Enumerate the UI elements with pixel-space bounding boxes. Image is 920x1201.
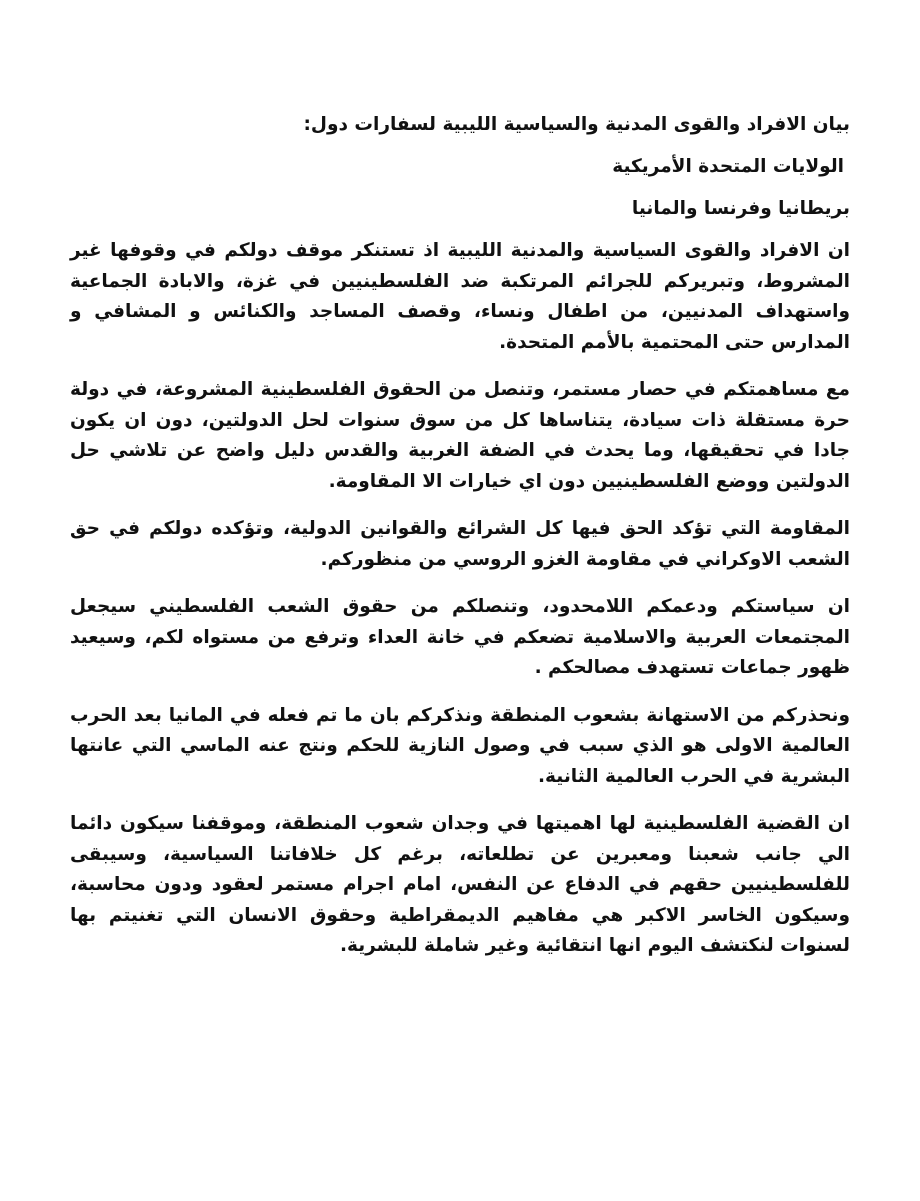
paragraph-resistance: المقاومة التي تؤكد الحق فيها كل الشرائع والقوانين الدولية، وتؤكده دولكم في حق الشعب الاوكراني في مقاومة الغزو الروسي من منظوركم. xyxy=(70,518,850,570)
paragraph-palestinian-cause: ان القضية الفلسطينية لها اهميتها في وجدان شعوب المنطقة، وموقفنا سيكون دائما الي جانب شعبنا ومعبرين عن تطلعاته، برغم كل خلافاتنا السياسية، وسيبقى للفلسطينيين حقهم في الدفاع عن النفس، امام اجرام مستمر لعقود ودون محاسبة، وسيكون الخاسر الاكبر هي مفاهيم الديمقراطية وحقوق الانسان التي تغنيتم بها لسنوات لنكتشف اليوم انها انتقائية وغير شاملة للبشرية. xyxy=(70,813,850,956)
document-title: بيان الافراد والقوى المدنية والسياسية الليبية لسفارات دول: xyxy=(303,114,850,135)
paragraph-siege: مع مساهمتكم في حصار مستمر، وتنصل من الحقوق الفلسطينية المشروعة، في دولة حرة مستقلة ذات سيادة، يتناساها كل من سوق سنوات لحل الدولتين، دون ان يكون جادا في تحقيقها، وما يحدث في الضفة الغربية والقدس دليل واضح عن تلاشي حل الدولتين ووضع الفلسطينيين دون اي خيارات الا المقاومة. xyxy=(70,379,850,492)
recipient-countries-europe: بريطانيا وفرنسا والمانيا xyxy=(631,198,850,219)
statement-document xyxy=(70,110,850,979)
recipient-country-usa: الولايات المتحدة الأمريكية xyxy=(612,156,844,177)
paragraph-condemnation: ان الافراد والقوى السياسية والمدنية الليبية اذ تستنكر موقف دولكم في وقوفها غير المشروط، وتبريركم للجرائم المرتكبة ضد الفلسطينيين في غزة، والابادة الجماعية واستهداف المدنيين، من اطفال ونساء، وقصف المساجد والكنائس و المشافي و المدارس حتى المحتمية بالأمم المتحدة. xyxy=(70,240,850,353)
paragraph-warning: ونحذركم من الاستهانة بشعوب المنطقة ونذكركم بان ما تم فعله في المانيا بعد الحرب العالمية الاولى هو الذي سبب في وصول النازية للحكم ونتج عنه الماسي التي عانتها البشرية في الحرب العالمية الثانية. xyxy=(70,704,850,787)
paragraph-policy: ان سياستكم ودعمكم اللامحدود، وتنصلكم من حقوق الشعب الفلسطيني سيجعل المجتمعات العربية والاسلامية تضعكم في خانة العداء وترفع من مستواه لكم، وسيعيد ظهور جماعات تستهدف مصالحكم . xyxy=(70,596,850,678)
